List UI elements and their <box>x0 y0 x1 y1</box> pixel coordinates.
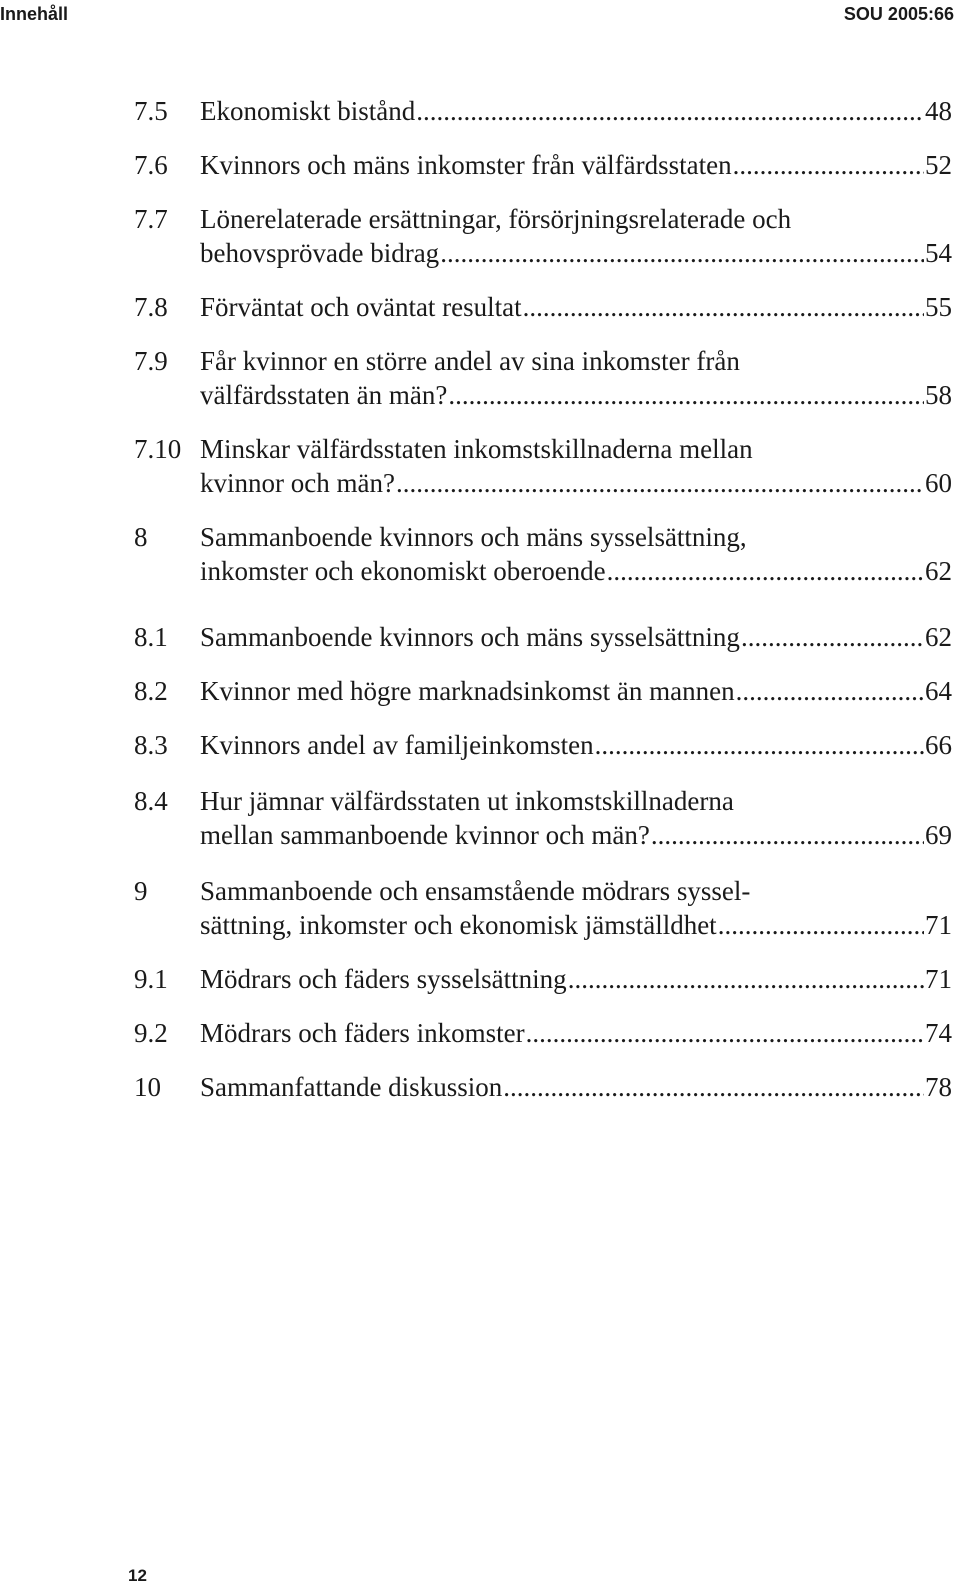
toc-entry-title: Sammanboende och ensamstående mödrars syssel- <box>200 876 751 906</box>
dot-leader <box>568 962 924 996</box>
dot-leader <box>741 620 924 654</box>
dot-leader <box>733 148 924 182</box>
toc-entry-page: 71 <box>925 910 952 940</box>
toc-entry-title: mellan sammanboende kvinnor och män? <box>200 820 650 850</box>
toc-entry-title: Sammanboende kvinnors och mäns sysselsättning, <box>200 522 747 552</box>
dot-leader <box>651 818 924 852</box>
dot-leader <box>607 554 924 588</box>
dot-leader <box>523 290 924 324</box>
toc-entry-title: behovsprövade bidrag <box>200 238 440 268</box>
toc-entry-page: 52 <box>925 150 952 180</box>
dot-leader <box>526 1016 924 1050</box>
dot-leader <box>736 674 924 708</box>
dot-leader <box>440 236 924 270</box>
toc-entry-title: Får kvinnor en större andel av sina inkomster från <box>200 346 740 376</box>
dot-leader <box>718 908 924 942</box>
toc-entry-title: Mödrars och fäders inkomster <box>200 1018 525 1048</box>
toc-entry-page: 71 <box>925 964 952 994</box>
toc-entry-title: Kvinnor med högre marknadsinkomst än mannen <box>200 676 735 706</box>
toc-entry-title: Kvinnors och mäns inkomster från välfärdsstaten <box>200 150 732 180</box>
toc-entry-number: 7.7 <box>134 204 168 234</box>
toc-entry-page: 78 <box>925 1072 952 1102</box>
toc-entry-number: 7.10 <box>134 434 182 464</box>
toc-entry-page: 54 <box>925 238 952 268</box>
toc-entry-number: 7.6 <box>134 150 168 180</box>
running-header-section: Innehåll <box>0 4 69 24</box>
toc-entry-number: 7.9 <box>134 346 168 376</box>
toc-entry-number: 9.1 <box>134 964 168 994</box>
dot-leader <box>448 378 924 412</box>
toc-entry-number: 8.1 <box>134 622 168 652</box>
toc-entry-title: välfärdsstaten än män? <box>200 380 448 410</box>
dot-leader <box>503 1070 924 1104</box>
toc-entry-title: Lönerelaterade ersättningar, försörjningsrelaterade och <box>200 204 792 234</box>
toc-entry-title: sättning, inkomster och ekonomisk jämställdhet <box>200 910 717 940</box>
toc-entry-number: 8.2 <box>134 676 168 706</box>
toc-entry-page: 64 <box>925 676 952 706</box>
toc-entry-page: 62 <box>925 622 952 652</box>
toc-entry-page: 48 <box>925 96 952 126</box>
toc-entry-title: inkomster och ekonomiskt oberoende <box>200 556 606 586</box>
toc-entry-page: 58 <box>925 380 952 410</box>
toc-entry-page: 62 <box>925 556 952 586</box>
toc-entry-title: kvinnor och män? <box>200 468 395 498</box>
toc-entry-title: Mödrars och fäders sysselsättning <box>200 964 567 994</box>
dot-leader <box>396 466 924 500</box>
toc-entry-title: Ekonomiskt bistånd <box>200 96 416 126</box>
page-number: 12 <box>128 1566 147 1585</box>
toc-entry-page: 74 <box>925 1018 952 1048</box>
toc-entry-number: 8 <box>134 522 148 552</box>
toc-entry-title: Hur jämnar välfärdsstaten ut inkomstskillnaderna <box>200 786 734 816</box>
toc-entry-page: 66 <box>925 730 952 760</box>
toc-entry-number: 8.3 <box>134 730 168 760</box>
toc-entry-number: 8.4 <box>134 786 168 816</box>
toc-entry-page: 60 <box>925 468 952 498</box>
running-header-publication: SOU 2005:66 <box>843 4 954 24</box>
toc-entry-number: 9.2 <box>134 1018 168 1048</box>
toc-entry-page: 69 <box>925 820 952 850</box>
toc-entry-title: Sammanboende kvinnors och mäns sysselsättning <box>200 622 740 652</box>
toc-entry-number: 9 <box>134 876 148 906</box>
toc-entry-number: 7.8 <box>134 292 168 322</box>
toc-entry-number: 7.5 <box>134 96 168 126</box>
dot-leader <box>416 94 924 128</box>
toc-entry-title: Sammanfattande diskussion <box>200 1072 503 1102</box>
toc-entry-number: 10 <box>134 1072 161 1102</box>
toc-entry-title: Kvinnors andel av familjeinkomsten <box>200 730 594 760</box>
toc-entry-title: Minskar välfärdsstaten inkomstskillnaderna mellan <box>200 434 753 464</box>
toc-entry-page: 55 <box>925 292 952 322</box>
dot-leader <box>595 728 924 762</box>
toc-entry-title: Förväntat och oväntat resultat <box>200 292 522 322</box>
